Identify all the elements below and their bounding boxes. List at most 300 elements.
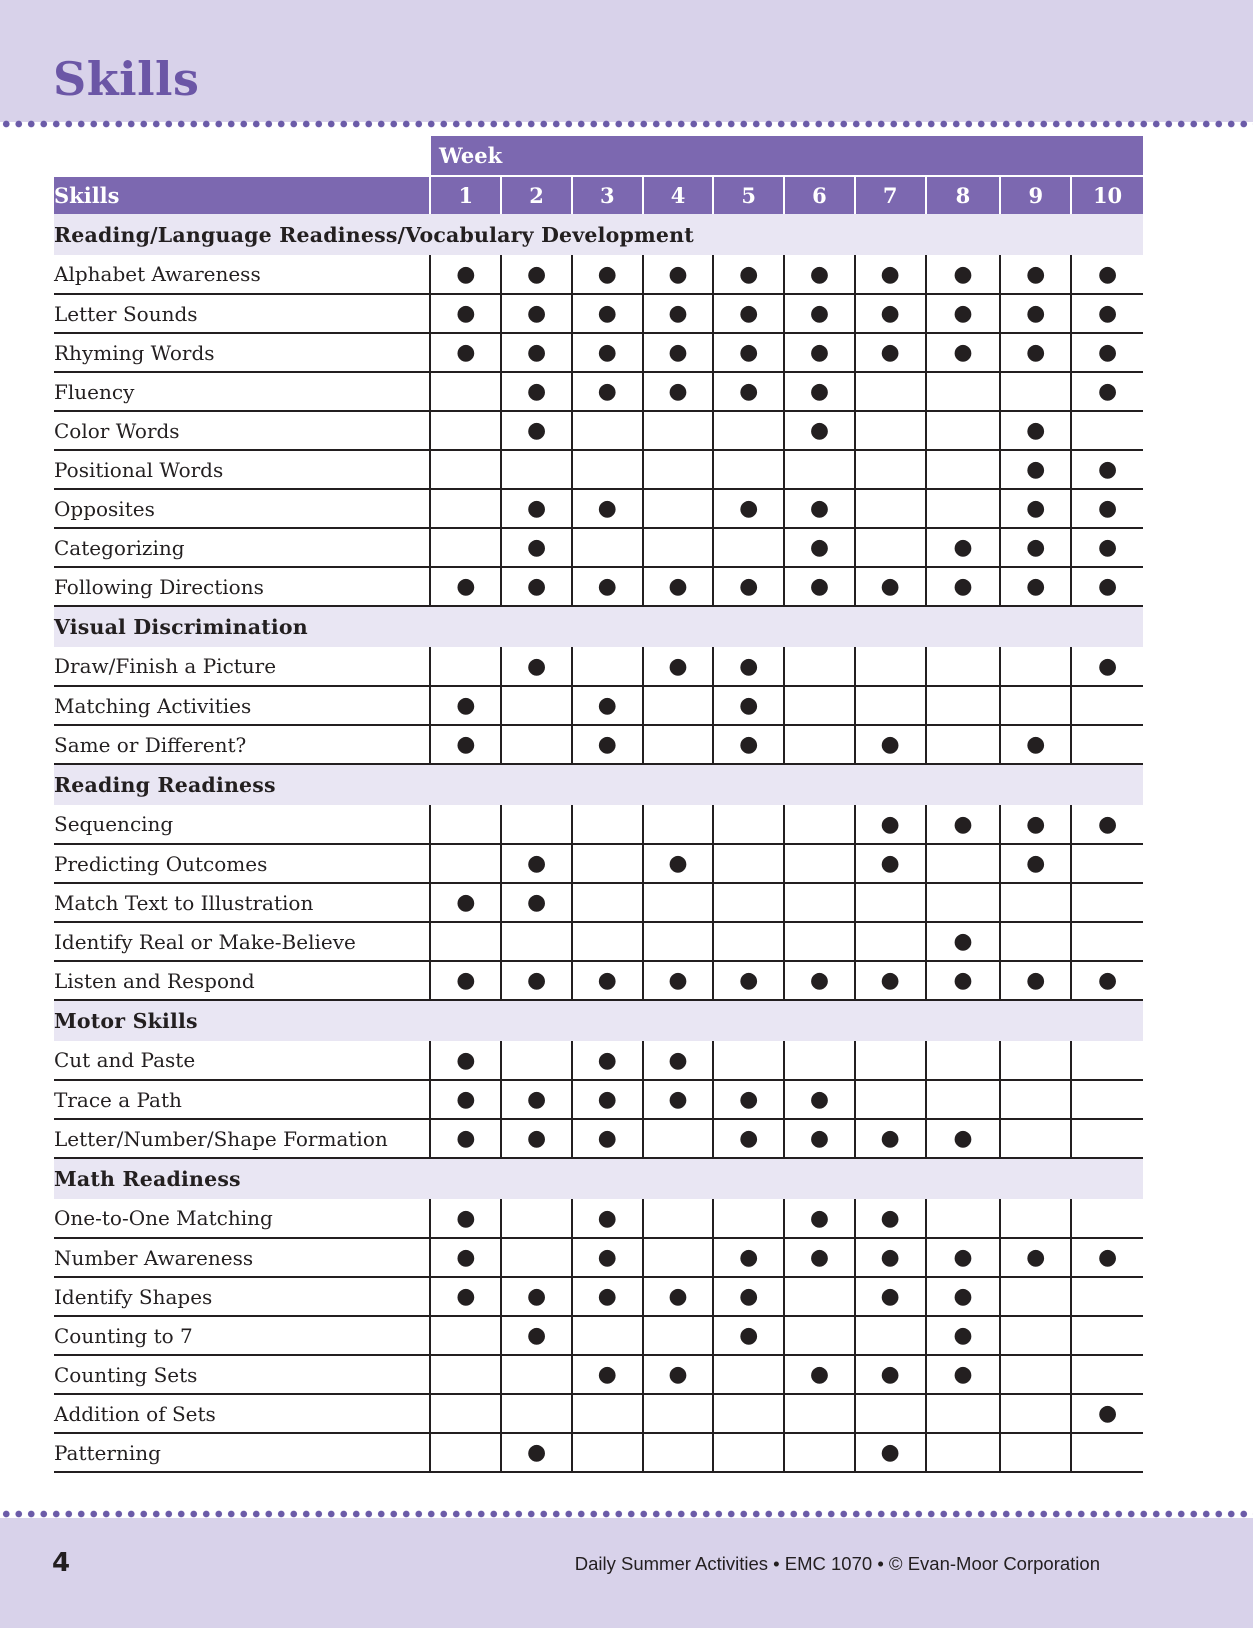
empty-cell: [501, 725, 572, 764]
table-row: [54, 450, 1143, 489]
skill-name: Following Directions: [54, 567, 430, 606]
empty-cell: [1071, 922, 1143, 961]
empty-cell: [643, 686, 714, 725]
skill-dot-icon: ●: [1000, 489, 1071, 528]
skill-dot-icon: ●: [572, 1041, 643, 1080]
empty-cell: [926, 1041, 1001, 1080]
empty-cell: [501, 1238, 572, 1277]
skill-dot-icon: ●: [855, 255, 926, 294]
skill-dot-icon: ●: [572, 333, 643, 372]
table-row: [54, 647, 1143, 686]
empty-cell: [1000, 1277, 1071, 1316]
skill-dot-icon: ●: [1000, 567, 1071, 606]
table-row: [54, 961, 1143, 1000]
empty-cell: [643, 528, 714, 567]
skill-dot-icon: ●: [572, 489, 643, 528]
empty-cell: [855, 528, 926, 567]
skill-dot-icon: ●: [572, 1119, 643, 1158]
skill-name: Number Awareness: [54, 1238, 430, 1277]
skill-dot-icon: ●: [501, 294, 572, 333]
skill-dot-icon: ●: [784, 372, 855, 411]
empty-cell: [855, 686, 926, 725]
week-number-header: 7: [855, 176, 926, 214]
skill-dot-icon: ●: [855, 1277, 926, 1316]
skill-dot-icon: ●: [713, 333, 784, 372]
skill-dot-icon: ●: [1071, 489, 1143, 528]
category-label: Reading Readiness: [54, 764, 1143, 805]
skill-dot-icon: ●: [430, 1238, 501, 1277]
skill-name: Trace a Path: [54, 1080, 430, 1119]
empty-cell: [430, 805, 501, 844]
skill-dot-icon: ●: [572, 567, 643, 606]
empty-cell: [784, 725, 855, 764]
empty-cell: [926, 725, 1001, 764]
empty-cell: [713, 450, 784, 489]
page-title: Skills: [53, 52, 200, 106]
skill-dot-icon: ●: [430, 255, 501, 294]
empty-cell: [643, 922, 714, 961]
empty-cell: [1071, 686, 1143, 725]
table-row: [54, 1199, 1143, 1238]
category-row: [54, 606, 1143, 647]
skill-name: Same or Different?: [54, 725, 430, 764]
skill-dot-icon: ●: [926, 1355, 1001, 1394]
skill-dot-icon: ●: [1071, 1394, 1143, 1433]
skill-dot-icon: ●: [713, 294, 784, 333]
empty-cell: [784, 1041, 855, 1080]
empty-cell: [501, 805, 572, 844]
empty-cell: [784, 1277, 855, 1316]
table-row: [54, 333, 1143, 372]
week-header-spacer: [54, 136, 430, 176]
empty-cell: [1000, 883, 1071, 922]
skill-dot-icon: ●: [572, 961, 643, 1000]
skill-dot-icon: ●: [926, 567, 1001, 606]
empty-cell: [855, 411, 926, 450]
skill-dot-icon: ●: [713, 567, 784, 606]
skill-dot-icon: ●: [855, 294, 926, 333]
empty-cell: [501, 450, 572, 489]
empty-cell: [430, 844, 501, 883]
skill-dot-icon: ●: [430, 567, 501, 606]
category-row: [54, 764, 1143, 805]
skill-dot-icon: ●: [713, 961, 784, 1000]
week-number-header: 5: [713, 176, 784, 214]
skill-name: Counting to 7: [54, 1316, 430, 1355]
skill-dot-icon: ●: [1000, 844, 1071, 883]
empty-cell: [1071, 1355, 1143, 1394]
empty-cell: [430, 450, 501, 489]
category-row: [54, 214, 1143, 255]
empty-cell: [713, 1041, 784, 1080]
category-label: Visual Discrimination: [54, 606, 1143, 647]
table-row: [54, 411, 1143, 450]
skill-dot-icon: ●: [501, 489, 572, 528]
empty-cell: [1000, 647, 1071, 686]
skill-dot-icon: ●: [713, 1119, 784, 1158]
empty-cell: [430, 1433, 501, 1472]
footer-credit: Daily Summer Activities • EMC 1070 • © Evan-Moor Corporation: [574, 1553, 1100, 1574]
table-row: [54, 255, 1143, 294]
skill-dot-icon: ●: [1000, 805, 1071, 844]
skill-dot-icon: ●: [501, 372, 572, 411]
skill-dot-icon: ●: [713, 1277, 784, 1316]
empty-cell: [572, 922, 643, 961]
category-row: [54, 1000, 1143, 1041]
skill-dot-icon: ●: [572, 255, 643, 294]
week-number-header: 6: [784, 176, 855, 214]
skill-name: Letter/Number/Shape Formation: [54, 1119, 430, 1158]
empty-cell: [713, 805, 784, 844]
empty-cell: [572, 1394, 643, 1433]
skill-dot-icon: ●: [855, 1433, 926, 1472]
empty-cell: [855, 922, 926, 961]
skill-dot-icon: ●: [784, 294, 855, 333]
skill-dot-icon: ●: [643, 372, 714, 411]
empty-cell: [1000, 1041, 1071, 1080]
table-row: [54, 372, 1143, 411]
category-label: Motor Skills: [54, 1000, 1143, 1041]
skill-dot-icon: ●: [855, 725, 926, 764]
empty-cell: [926, 450, 1001, 489]
empty-cell: [855, 1394, 926, 1433]
skill-dot-icon: ●: [643, 333, 714, 372]
table-row: [54, 1355, 1143, 1394]
skill-dot-icon: ●: [1000, 1238, 1071, 1277]
empty-cell: [501, 1199, 572, 1238]
skill-dot-icon: ●: [784, 255, 855, 294]
empty-cell: [572, 1316, 643, 1355]
skill-dot-icon: ●: [1000, 725, 1071, 764]
skill-dot-icon: ●: [430, 961, 501, 1000]
empty-cell: [855, 1080, 926, 1119]
skill-dot-icon: ●: [430, 1041, 501, 1080]
empty-cell: [572, 883, 643, 922]
empty-cell: [643, 1199, 714, 1238]
skill-dot-icon: ●: [1071, 805, 1143, 844]
skill-name: Draw/Finish a Picture: [54, 647, 430, 686]
skill-dot-icon: ●: [501, 961, 572, 1000]
skill-dot-icon: ●: [643, 647, 714, 686]
skill-name: One-to-One Matching: [54, 1199, 430, 1238]
table-row: [54, 686, 1143, 725]
empty-cell: [501, 1355, 572, 1394]
empty-cell: [784, 922, 855, 961]
skill-dot-icon: ●: [926, 255, 1001, 294]
skill-dot-icon: ●: [430, 333, 501, 372]
skill-dot-icon: ●: [1071, 333, 1143, 372]
empty-cell: [572, 450, 643, 489]
skill-name: Letter Sounds: [54, 294, 430, 333]
empty-cell: [784, 686, 855, 725]
skill-dot-icon: ●: [713, 1080, 784, 1119]
empty-cell: [713, 528, 784, 567]
skill-name: Matching Activities: [54, 686, 430, 725]
skill-dot-icon: ●: [430, 883, 501, 922]
empty-cell: [1000, 686, 1071, 725]
skill-dot-icon: ●: [1071, 528, 1143, 567]
empty-cell: [784, 805, 855, 844]
skill-dot-icon: ●: [1000, 294, 1071, 333]
skill-dot-icon: ●: [1071, 567, 1143, 606]
skill-dot-icon: ●: [501, 1316, 572, 1355]
empty-cell: [1071, 1041, 1143, 1080]
skill-name: Sequencing: [54, 805, 430, 844]
empty-cell: [855, 450, 926, 489]
empty-cell: [572, 528, 643, 567]
empty-cell: [430, 1316, 501, 1355]
skill-dot-icon: ●: [1000, 450, 1071, 489]
skill-dot-icon: ●: [784, 567, 855, 606]
skill-dot-icon: ●: [1071, 450, 1143, 489]
empty-cell: [784, 1394, 855, 1433]
week-number-header: 10: [1071, 176, 1143, 214]
empty-cell: [643, 725, 714, 764]
skill-dot-icon: ●: [501, 411, 572, 450]
skill-dot-icon: ●: [501, 647, 572, 686]
skill-name: Color Words: [54, 411, 430, 450]
empty-cell: [1000, 1433, 1071, 1472]
week-number-header: 4: [643, 176, 714, 214]
table-row: [54, 883, 1143, 922]
skill-dot-icon: ●: [643, 961, 714, 1000]
category-row: [54, 1158, 1143, 1199]
table-row: [54, 922, 1143, 961]
skill-dot-icon: ●: [572, 686, 643, 725]
skill-name: Rhyming Words: [54, 333, 430, 372]
skill-dot-icon: ●: [713, 255, 784, 294]
skill-dot-icon: ●: [926, 333, 1001, 372]
empty-cell: [855, 883, 926, 922]
skill-name: Addition of Sets: [54, 1394, 430, 1433]
skill-dot-icon: ●: [572, 1277, 643, 1316]
week-number-header: 2: [501, 176, 572, 214]
skills-column-header: Skills: [54, 176, 430, 214]
skill-dot-icon: ●: [1000, 961, 1071, 1000]
skill-name: Patterning: [54, 1433, 430, 1472]
empty-cell: [1000, 1119, 1071, 1158]
empty-cell: [643, 1394, 714, 1433]
column-header-row: [54, 176, 1143, 214]
skill-dot-icon: ●: [1071, 294, 1143, 333]
empty-cell: [926, 844, 1001, 883]
skill-name: Identify Real or Make-Believe: [54, 922, 430, 961]
skill-dot-icon: ●: [501, 333, 572, 372]
empty-cell: [1071, 1277, 1143, 1316]
skill-dot-icon: ●: [926, 1316, 1001, 1355]
empty-cell: [855, 1316, 926, 1355]
skill-dot-icon: ●: [643, 1041, 714, 1080]
table-row: [54, 805, 1143, 844]
skill-dot-icon: ●: [501, 567, 572, 606]
skill-dot-icon: ●: [572, 1238, 643, 1277]
empty-cell: [926, 1080, 1001, 1119]
skill-dot-icon: ●: [926, 1119, 1001, 1158]
skill-dot-icon: ●: [713, 372, 784, 411]
skill-dot-icon: ●: [430, 1119, 501, 1158]
empty-cell: [713, 1394, 784, 1433]
skill-dot-icon: ●: [501, 1433, 572, 1472]
skill-dot-icon: ●: [855, 333, 926, 372]
skill-name: Identify Shapes: [54, 1277, 430, 1316]
empty-cell: [784, 1433, 855, 1472]
empty-cell: [1071, 725, 1143, 764]
empty-cell: [430, 922, 501, 961]
empty-cell: [1071, 844, 1143, 883]
skill-dot-icon: ●: [926, 528, 1001, 567]
skill-dot-icon: ●: [643, 255, 714, 294]
empty-cell: [643, 1433, 714, 1472]
skill-dot-icon: ●: [855, 844, 926, 883]
empty-cell: [430, 411, 501, 450]
empty-cell: [430, 1394, 501, 1433]
week-number-header: 9: [1000, 176, 1071, 214]
skill-dot-icon: ●: [713, 686, 784, 725]
empty-cell: [572, 411, 643, 450]
week-number-header: 3: [572, 176, 643, 214]
skill-dot-icon: ●: [784, 1199, 855, 1238]
skill-dot-icon: ●: [501, 528, 572, 567]
skill-dot-icon: ●: [926, 1277, 1001, 1316]
skill-dot-icon: ●: [501, 883, 572, 922]
skill-dot-icon: ●: [430, 725, 501, 764]
empty-cell: [1000, 1355, 1071, 1394]
skill-dot-icon: ●: [430, 686, 501, 725]
empty-cell: [643, 1238, 714, 1277]
skill-dot-icon: ●: [1071, 255, 1143, 294]
skill-dot-icon: ●: [430, 1080, 501, 1119]
empty-cell: [1000, 1199, 1071, 1238]
skill-dot-icon: ●: [855, 1238, 926, 1277]
empty-cell: [926, 1433, 1001, 1472]
table-row: [54, 1433, 1143, 1472]
table-row: [54, 1080, 1143, 1119]
skill-dot-icon: ●: [643, 844, 714, 883]
skill-dot-icon: ●: [430, 294, 501, 333]
category-label: Reading/Language Readiness/Vocabulary Development: [54, 214, 1143, 255]
skill-name: Match Text to Illustration: [54, 883, 430, 922]
table-row: [54, 725, 1143, 764]
skill-dot-icon: ●: [643, 1355, 714, 1394]
empty-cell: [784, 1316, 855, 1355]
empty-cell: [1071, 1316, 1143, 1355]
empty-cell: [926, 883, 1001, 922]
skill-dot-icon: ●: [855, 567, 926, 606]
table-row: [54, 294, 1143, 333]
skill-dot-icon: ●: [643, 1080, 714, 1119]
header-dotted-border: [0, 119, 1253, 129]
empty-cell: [643, 1119, 714, 1158]
empty-cell: [1000, 1080, 1071, 1119]
empty-cell: [926, 686, 1001, 725]
empty-cell: [643, 1316, 714, 1355]
empty-cell: [572, 805, 643, 844]
empty-cell: [713, 1199, 784, 1238]
skill-dot-icon: ●: [572, 1080, 643, 1119]
skill-dot-icon: ●: [430, 1277, 501, 1316]
skill-dot-icon: ●: [643, 294, 714, 333]
skill-name: Predicting Outcomes: [54, 844, 430, 883]
empty-cell: [572, 647, 643, 686]
skill-dot-icon: ●: [713, 647, 784, 686]
table-row: [54, 1041, 1143, 1080]
footer-dotted-border: [0, 1509, 1253, 1519]
skill-dot-icon: ●: [572, 372, 643, 411]
empty-cell: [501, 1041, 572, 1080]
skill-dot-icon: ●: [855, 961, 926, 1000]
empty-cell: [713, 1355, 784, 1394]
skill-dot-icon: ●: [501, 255, 572, 294]
empty-cell: [784, 450, 855, 489]
empty-cell: [501, 1394, 572, 1433]
empty-cell: [713, 844, 784, 883]
skill-dot-icon: ●: [643, 567, 714, 606]
skill-dot-icon: ●: [713, 1238, 784, 1277]
skill-dot-icon: ●: [855, 1119, 926, 1158]
skill-name: Opposites: [54, 489, 430, 528]
skill-dot-icon: ●: [501, 1119, 572, 1158]
skill-dot-icon: ●: [1000, 333, 1071, 372]
skill-dot-icon: ●: [855, 1199, 926, 1238]
skill-dot-icon: ●: [713, 489, 784, 528]
empty-cell: [926, 411, 1001, 450]
table-row: [54, 1394, 1143, 1433]
table-row: [54, 567, 1143, 606]
skill-dot-icon: ●: [784, 489, 855, 528]
empty-cell: [784, 647, 855, 686]
skill-dot-icon: ●: [784, 961, 855, 1000]
empty-cell: [784, 883, 855, 922]
empty-cell: [430, 528, 501, 567]
empty-cell: [1071, 883, 1143, 922]
skill-dot-icon: ●: [501, 844, 572, 883]
skill-dot-icon: ●: [430, 1199, 501, 1238]
empty-cell: [1000, 1394, 1071, 1433]
skill-dot-icon: ●: [855, 805, 926, 844]
skill-dot-icon: ●: [1071, 372, 1143, 411]
table-row: [54, 528, 1143, 567]
week-number-header: 1: [430, 176, 501, 214]
skill-dot-icon: ●: [926, 961, 1001, 1000]
empty-cell: [784, 844, 855, 883]
skill-name: Positional Words: [54, 450, 430, 489]
empty-cell: [855, 1041, 926, 1080]
skill-dot-icon: ●: [572, 725, 643, 764]
skill-dot-icon: ●: [572, 1199, 643, 1238]
week-header-row: [54, 136, 1143, 176]
empty-cell: [430, 647, 501, 686]
empty-cell: [713, 1433, 784, 1472]
table-row: [54, 1277, 1143, 1316]
empty-cell: [572, 844, 643, 883]
empty-cell: [713, 411, 784, 450]
empty-cell: [713, 883, 784, 922]
skill-dot-icon: ●: [1071, 1238, 1143, 1277]
skills-table: [54, 136, 1143, 1473]
empty-cell: [501, 686, 572, 725]
page-number: 4: [52, 1548, 71, 1578]
empty-cell: [1000, 1316, 1071, 1355]
empty-cell: [572, 1433, 643, 1472]
skill-dot-icon: ●: [926, 294, 1001, 333]
empty-cell: [1000, 922, 1071, 961]
skill-name: Fluency: [54, 372, 430, 411]
empty-cell: [926, 372, 1001, 411]
skill-dot-icon: ●: [1000, 528, 1071, 567]
empty-cell: [1071, 1199, 1143, 1238]
table-row: [54, 489, 1143, 528]
empty-cell: [1000, 372, 1071, 411]
